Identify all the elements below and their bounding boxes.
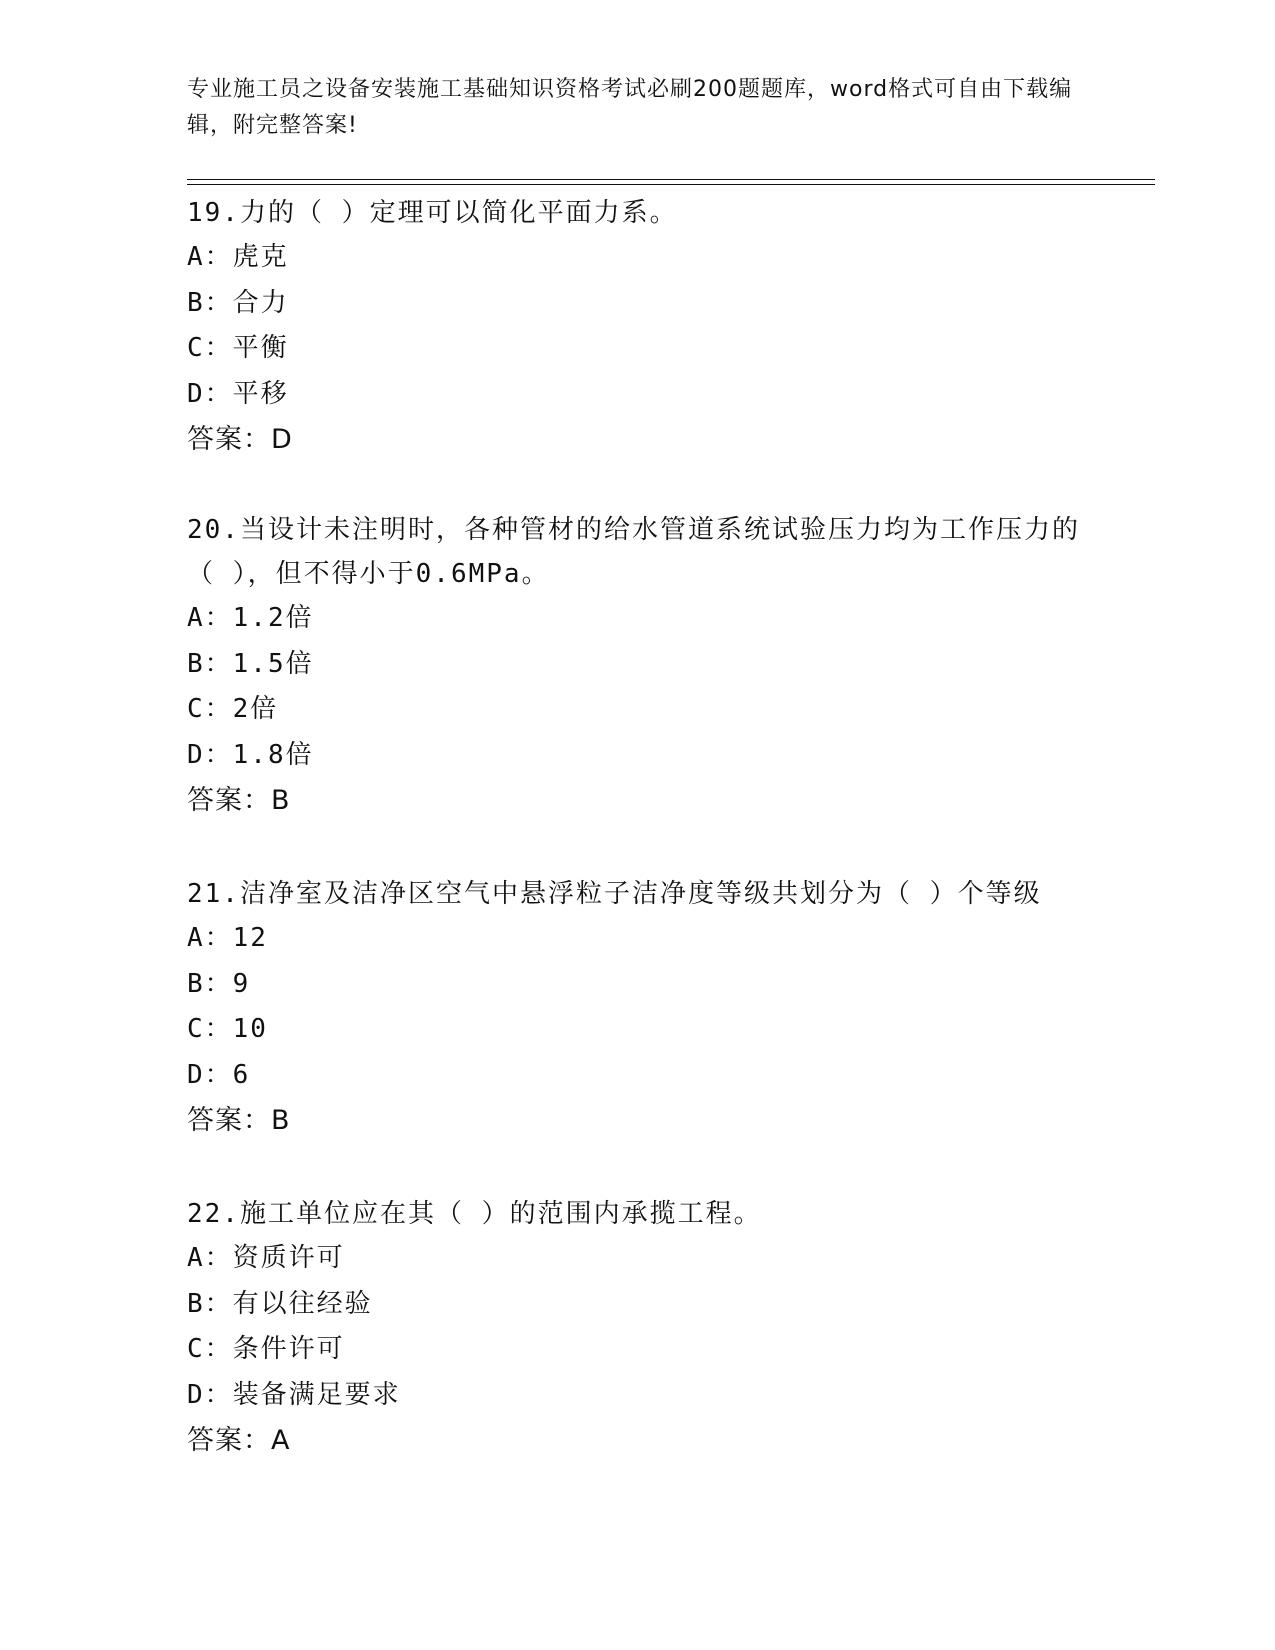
question-stem: 22.施工单位应在其（ ）的范围内承揽工程。	[187, 1199, 762, 1229]
question-19	[187, 191, 1087, 463]
option-a: A：虎克	[187, 242, 289, 272]
question-22	[187, 1192, 1087, 1464]
option-b: B：合力	[187, 287, 289, 318]
answer-line: 答案：B	[187, 1105, 291, 1136]
option-c: C：10	[187, 1014, 268, 1044]
document-header	[187, 72, 1087, 144]
option-c: C：平衡	[187, 333, 289, 363]
option-a: A：1.2倍	[187, 603, 314, 633]
option-d: D：1.8倍	[187, 739, 314, 770]
option-a: A：资质许可	[187, 1243, 345, 1273]
option-c: C：2倍	[187, 694, 279, 724]
question-stem: 19.力的（ ）定理可以简化平面力系。	[187, 198, 678, 228]
answer-line: 答案：A	[187, 1425, 291, 1456]
header-divider-bottom	[187, 184, 1155, 185]
answer-line: 答案：B	[187, 785, 291, 816]
option-b: B：1.5倍	[187, 648, 314, 679]
question-stem: 20.当设计未注明时，各种管材的给水管道系统试验压力均为工作压力的（ ），但不得小于0.6MPa。	[187, 515, 1080, 589]
header-divider-top	[187, 179, 1155, 180]
option-a: A：12	[187, 923, 268, 953]
question-21	[187, 872, 1087, 1144]
answer-line: 答案：D	[187, 424, 293, 455]
option-c: C：条件许可	[187, 1334, 345, 1364]
option-b: B：9	[187, 968, 251, 999]
document-title: 专业施工员之设备安装施工基础知识资格考试必刷200题题库，word格式可自由下载编辑，附完整答案!	[187, 77, 1073, 138]
option-b: B：有以往经验	[187, 1288, 373, 1319]
option-d: D：平移	[187, 378, 289, 409]
option-d: D：6	[187, 1059, 251, 1090]
question-20	[187, 508, 1087, 824]
question-stem: 21.洁净室及洁净区空气中悬浮粒子洁净度等级共划分为（ ）个等级	[187, 879, 1042, 909]
option-d: D：装备满足要求	[187, 1379, 401, 1410]
